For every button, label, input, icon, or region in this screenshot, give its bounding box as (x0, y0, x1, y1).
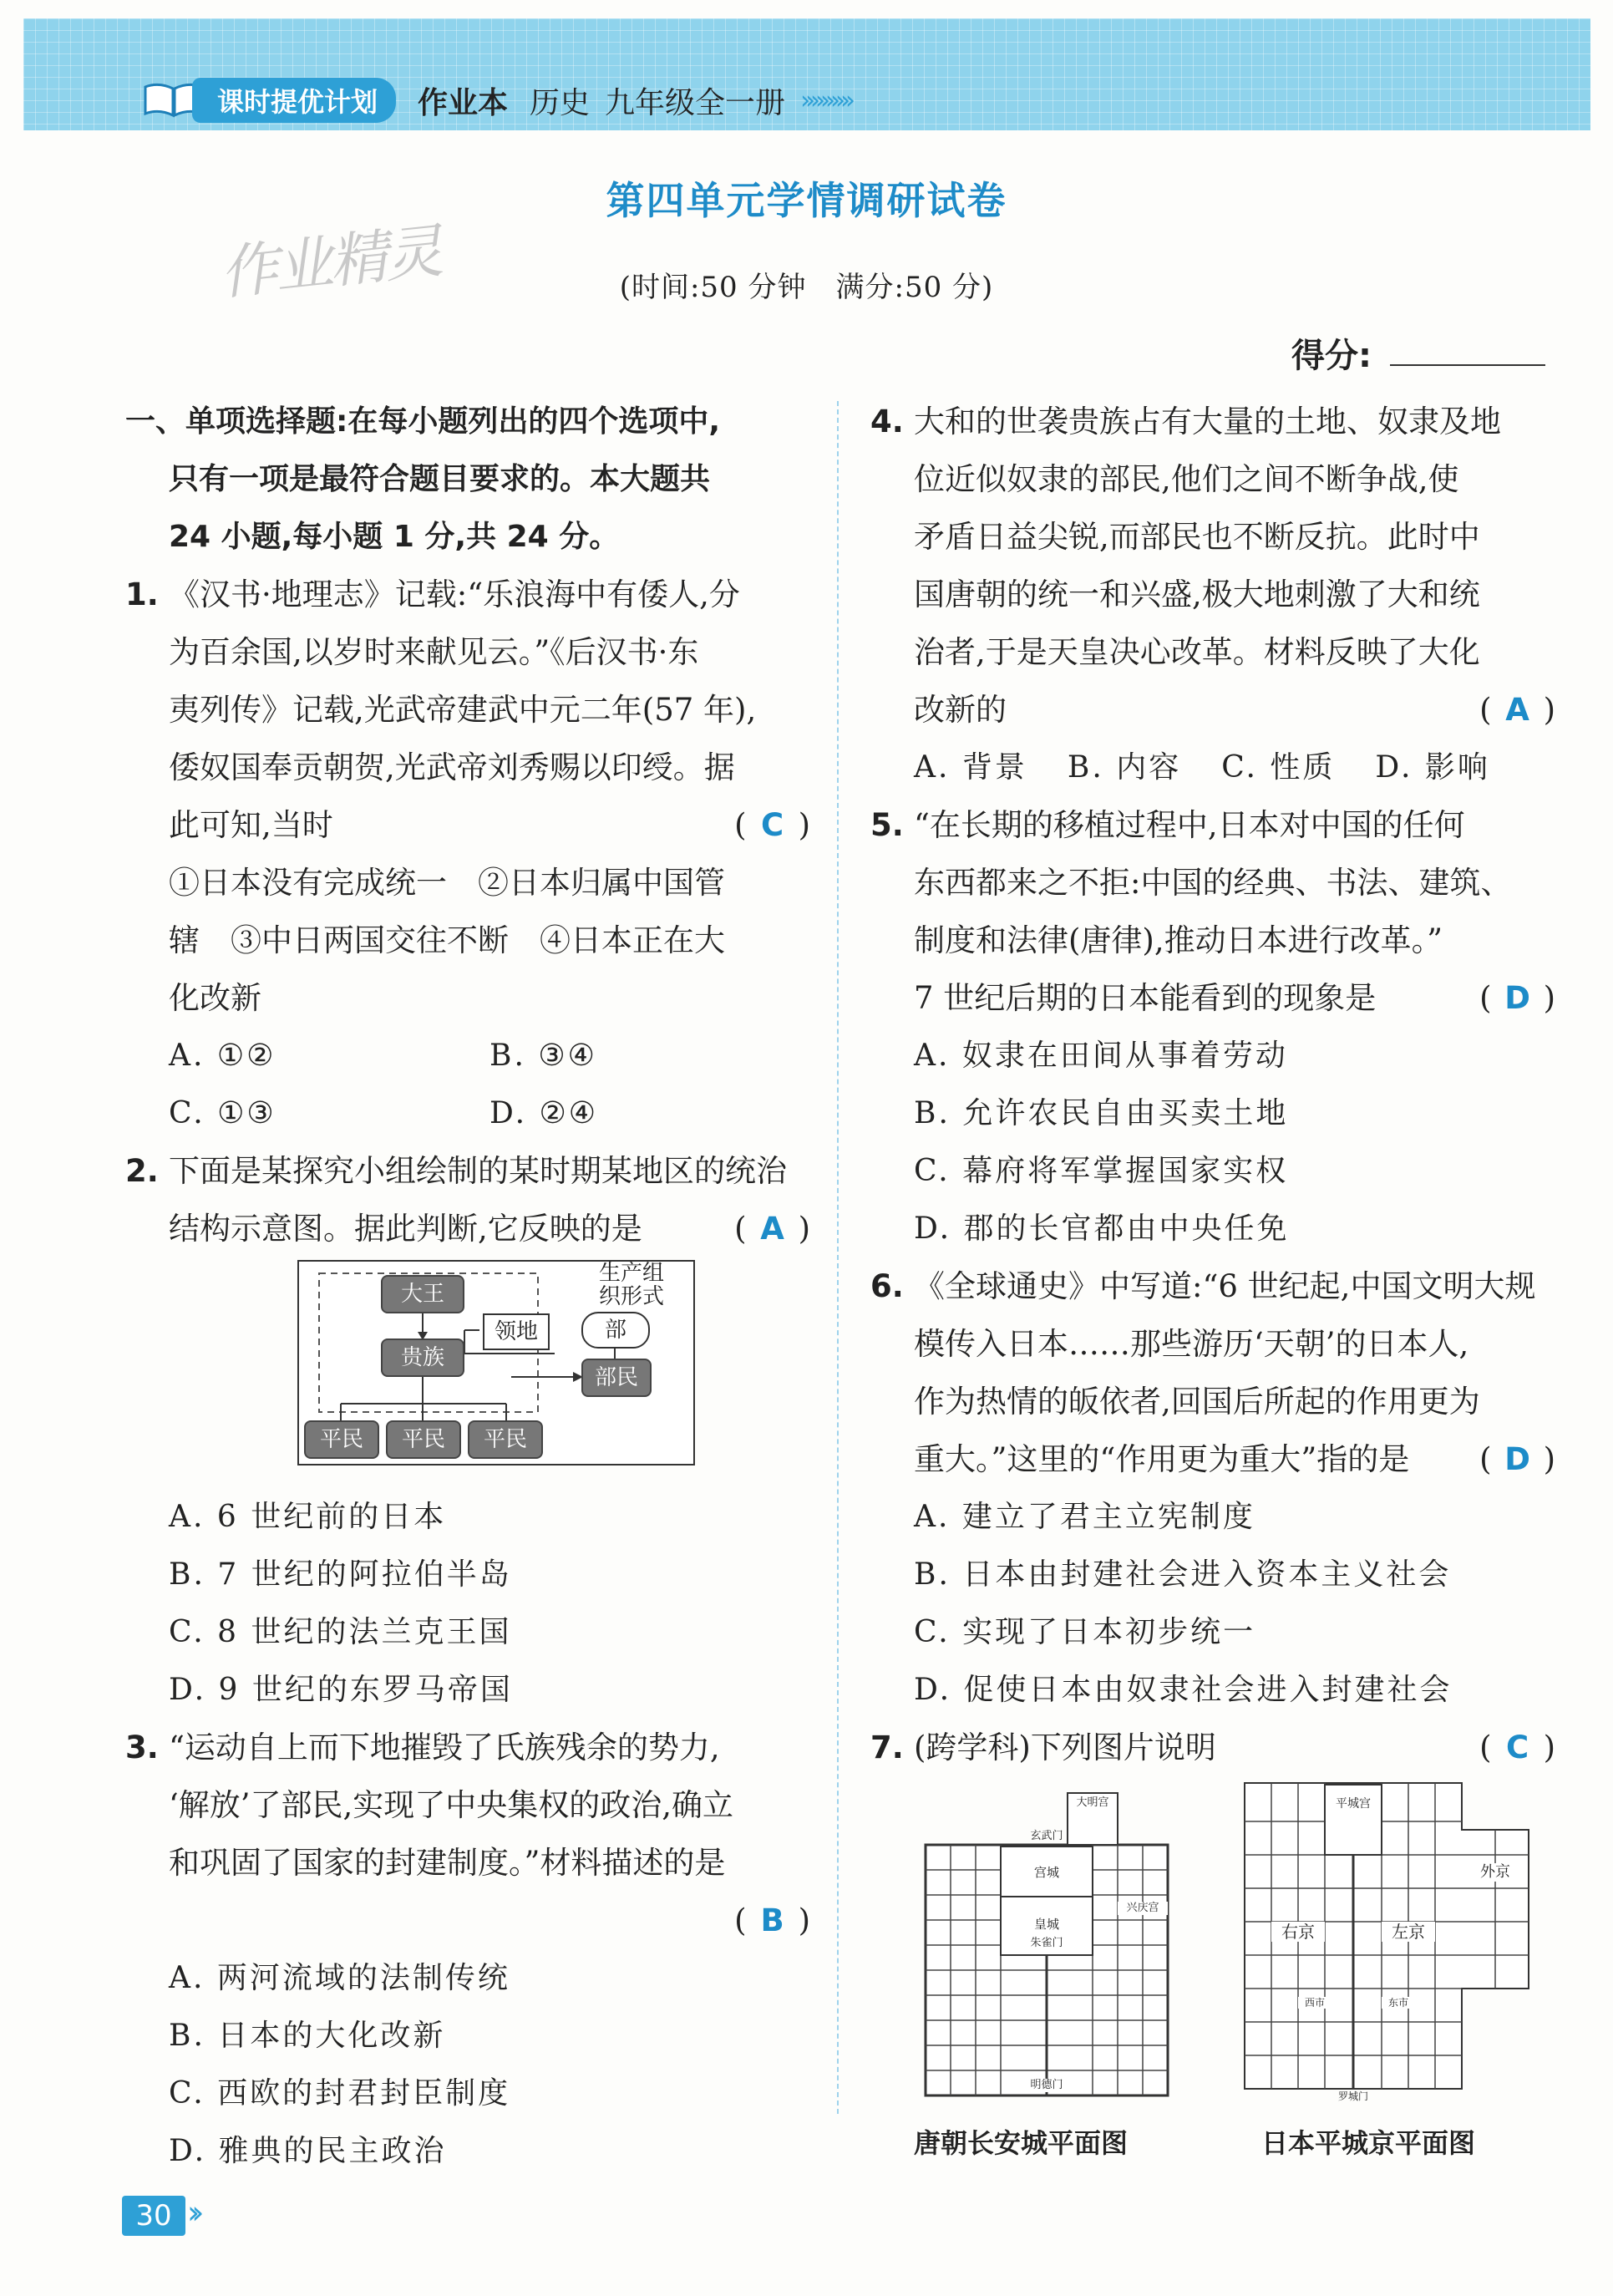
answer-value: D (1504, 980, 1530, 1016)
question-number: 2. (125, 1153, 159, 1189)
answer-value: C (1505, 1730, 1529, 1765)
question-1-stem: 倭奴国奉贡朝贺,光武帝刘秀赐以印绶。据 (169, 749, 735, 785)
option-row (125, 1027, 810, 1085)
option-c[interactable]: C. 性质 (1221, 750, 1336, 785)
question-number: 5. (870, 807, 904, 843)
page-title: 第四单元学情调研试卷 (606, 178, 1007, 223)
right-column (870, 393, 1555, 1776)
question-number: 1. (125, 577, 159, 612)
map-label: 右京 (1271, 1922, 1325, 1942)
question-3-stem: ‘解放’了部民,实现了中央集权的政治,确立 (169, 1787, 734, 1823)
grade: 九年级全一册 (605, 85, 786, 120)
map-label: 兴庆宫 (1118, 1902, 1168, 1915)
option-d[interactable]: D. 9 世纪的东罗马帝国 (169, 1673, 513, 1707)
map-label: 大明宫 (1076, 1796, 1109, 1809)
time-and-score-info: (时间:50 分钟 满分:50 分) (619, 271, 994, 304)
question-5-stem: 东西都来之不拒:中国的经典、书法、建筑、 (914, 865, 1512, 901)
commoner-box: 平民 (386, 1420, 461, 1459)
book-type: 作业本 (418, 85, 509, 120)
question-2-stem: 结构示意图。据此判断,它反映的是 ( A ) (125, 1200, 810, 1257)
changan-map-drawing (909, 1753, 1176, 2112)
production-label: 生产组 (598, 1261, 664, 1286)
answer-slot[interactable]: ( C ) (1479, 1719, 1555, 1776)
answer-slot[interactable]: ( C ) (734, 796, 810, 854)
answer-value: B (760, 1902, 784, 1938)
map-label: 罗城门 (1337, 2090, 1368, 2102)
question-number: 3. (125, 1730, 159, 1765)
question-1-stem: 夷列传》记载,光武帝建武中元二年(57 年), (169, 692, 757, 728)
question-4-stem: 国唐朝的统一和兴盛,极大地刺激了大和统 (914, 577, 1480, 612)
question-5-stem: 7 世纪后期的日本能看到的现象是 ( D ) (870, 969, 1555, 1027)
nobles-box: 贵族 (381, 1338, 464, 1377)
answer-value: A (1505, 692, 1529, 728)
option-d[interactable]: D. ②④ (489, 1096, 599, 1130)
option-d[interactable]: D. 影响 (1375, 750, 1490, 785)
question-3-stem: 和巩固了国家的封建制度。”材料描述的是 (169, 1845, 726, 1881)
answer-slot[interactable]: ( A ) (1479, 681, 1555, 739)
map-label: 西市 (1298, 1997, 1331, 2009)
map-label: 东市 (1382, 1997, 1415, 2009)
option-d[interactable]: D. 雅典的民主政治 (169, 2134, 447, 2168)
answer-slot[interactable]: ( B ) (734, 1892, 810, 1949)
map-label: 外京 (1470, 1863, 1520, 1882)
answer-value: A (760, 1211, 784, 1247)
option-c[interactable]: C. 8 世纪的法兰克王国 (169, 1615, 512, 1649)
option-c[interactable]: C. ①③ (169, 1096, 276, 1130)
option-a[interactable]: A. 建立了君主立宪制度 (914, 1500, 1255, 1534)
answer-slot[interactable]: ( D ) (1479, 1430, 1555, 1488)
option-a[interactable]: A. ①② (169, 1039, 276, 1073)
map-label: 皇城 (1033, 1917, 1059, 1932)
question-7-stem: 7. (跨学科)下列图片说明 ( C ) (870, 1719, 1555, 1776)
question-1-statements: 化改新 (169, 980, 261, 1016)
commoner-box: 平民 (468, 1420, 543, 1459)
heijokyo-city-map (1220, 1771, 1565, 2112)
question-5-stem: 5. “在长期的移植过程中,日本对中国的任何 (870, 796, 1555, 854)
map-label: 左京 (1382, 1922, 1435, 1942)
question-3-answer-row (125, 1892, 810, 1949)
option-b[interactable]: B. 日本由封建社会进入资本主义社会 (914, 1557, 1452, 1592)
changan-city-map (909, 1753, 1176, 2112)
subject: 历史 (530, 85, 591, 120)
option-d[interactable]: D. 郡的长官都由中央任免 (914, 1211, 1290, 1246)
question-1-stem: 1. 《汉书·地理志》记载:“乐浪海中有倭人,分 (125, 566, 810, 623)
question-4-stem: 矛盾日益尖锐,而部民也不断反抗。此时中 (914, 519, 1480, 555)
answer-value: D (1504, 1441, 1530, 1477)
header-arrows-icon: ›››››››››› (800, 85, 851, 115)
map-label: 宫城 (1033, 1865, 1059, 1880)
ruling-structure-diagram (297, 1260, 695, 1465)
option-b[interactable]: B. 日本的大化改新 (169, 2019, 446, 2053)
answer-value: C (760, 807, 784, 843)
question-4-stem: 位近似奴隶的部民,他们之间不断争战,使 (914, 461, 1459, 497)
heijokyo-map-caption: 日本平城京平面图 (1261, 2127, 1476, 2159)
map-label: 玄武门 (1030, 1830, 1063, 1842)
option-a[interactable]: A. 两河流域的法制传统 (169, 1961, 510, 1995)
question-4-stem: 治者,于是天皇决心改革。材料反映了大化 (914, 634, 1480, 670)
score-label: 得分: (1291, 337, 1372, 375)
question-2-stem: 2. 下面是某探究小组绘制的某时期某地区的统治 (125, 1142, 810, 1200)
option-c[interactable]: C. 幕府将军掌握国家实权 (914, 1154, 1289, 1188)
bemin-box: 部民 (581, 1359, 652, 1397)
option-d[interactable]: D. 促使日本由奴隶社会进入封建社会 (914, 1673, 1453, 1707)
option-a[interactable]: A. 背景 (914, 750, 1027, 785)
score-blank[interactable] (1390, 364, 1545, 366)
option-row (870, 739, 1555, 796)
page-number: 30 (122, 2196, 185, 2236)
option-a[interactable]: A. 6 世纪前的日本 (169, 1500, 447, 1534)
question-1-statements: 辖 ③中日两国交往不断 ④日本正在大 (169, 922, 725, 958)
header-row (125, 80, 850, 120)
question-6-stem: 6. 《全球通史》中写道:“6 世纪起,中国文明大规 (870, 1257, 1555, 1315)
question-1-statements: ①日本没有完成统一 ②日本归属中国管 (169, 865, 725, 901)
page-arrow-icon: ›› (187, 2194, 196, 2231)
column-divider (837, 401, 839, 2114)
fief-box: 领地 (483, 1313, 550, 1350)
heijokyo-map-drawing (1220, 1771, 1565, 2112)
brand-label: 课时提优计划 (192, 78, 396, 123)
map-label: 平城宫 (1336, 1797, 1371, 1811)
answer-slot[interactable]: ( A ) (734, 1200, 810, 1257)
option-b[interactable]: B. 内容 (1067, 750, 1182, 785)
option-row (125, 1085, 810, 1142)
changan-map-caption: 唐朝长安城平面图 (914, 2127, 1129, 2159)
question-4-stem: 改新的 ( A ) (870, 681, 1555, 739)
section-heading-cont: 24 小题,每小题 1 分,共 24 分。 (169, 520, 620, 554)
option-b[interactable]: B. 7 世纪的阿拉伯半岛 (169, 1557, 512, 1592)
question-3-stem: 3. “运动自上而下地摧毁了氏族残余的势力, (125, 1719, 810, 1776)
question-4-stem: 4. 大和的世袭贵族占有大量的土地、奴隶及地 (870, 393, 1555, 450)
map-label: 朱雀门 (1030, 1937, 1063, 1949)
commoner-box: 平民 (304, 1420, 379, 1459)
option-a[interactable]: A. 奴隶在田间从事着劳动 (914, 1039, 1288, 1073)
question-6-stem: 重大。”这里的“作用更为重大”指的是 ( D ) (870, 1430, 1555, 1488)
map-label: 明德门 (1017, 2079, 1076, 2092)
option-b[interactable]: B. 允许农民自由买卖土地 (914, 1096, 1289, 1130)
option-c[interactable]: C. 实现了日本初步统一 (914, 1615, 1256, 1649)
question-number: 7. (870, 1730, 904, 1765)
production-label: 织形式 (598, 1284, 664, 1309)
section-heading-cont: 只有一项是最符合题目要求的。本大题共 (169, 462, 711, 496)
question-number: 6. (870, 1268, 904, 1304)
watermark: 作业精灵 (216, 216, 444, 308)
question-1-stem: 此可知,当时 ( C ) (125, 796, 810, 854)
clan-box: 部 (581, 1312, 650, 1349)
question-number: 4. (870, 404, 904, 439)
king-box: 大王 (381, 1275, 464, 1313)
option-b[interactable]: B. ③④ (489, 1039, 597, 1073)
answer-slot[interactable]: ( D ) (1479, 969, 1555, 1027)
question-6-stem: 模传入日本……那些游历‘天朝’的日本人, (914, 1326, 1469, 1362)
question-6-stem: 作为热情的皈依者,回国后所起的作用更为 (914, 1384, 1480, 1420)
section-heading: 一、单项选择题:在每小题列出的四个选项中, (125, 404, 721, 439)
question-5-stem: 制度和法律(唐律),推动日本进行改革。” (914, 922, 1443, 958)
option-c[interactable]: C. 西欧的封君封臣制度 (169, 2076, 511, 2111)
question-1-stem: 为百余国,以岁时来献见云。”《后汉书·东 (169, 634, 699, 670)
